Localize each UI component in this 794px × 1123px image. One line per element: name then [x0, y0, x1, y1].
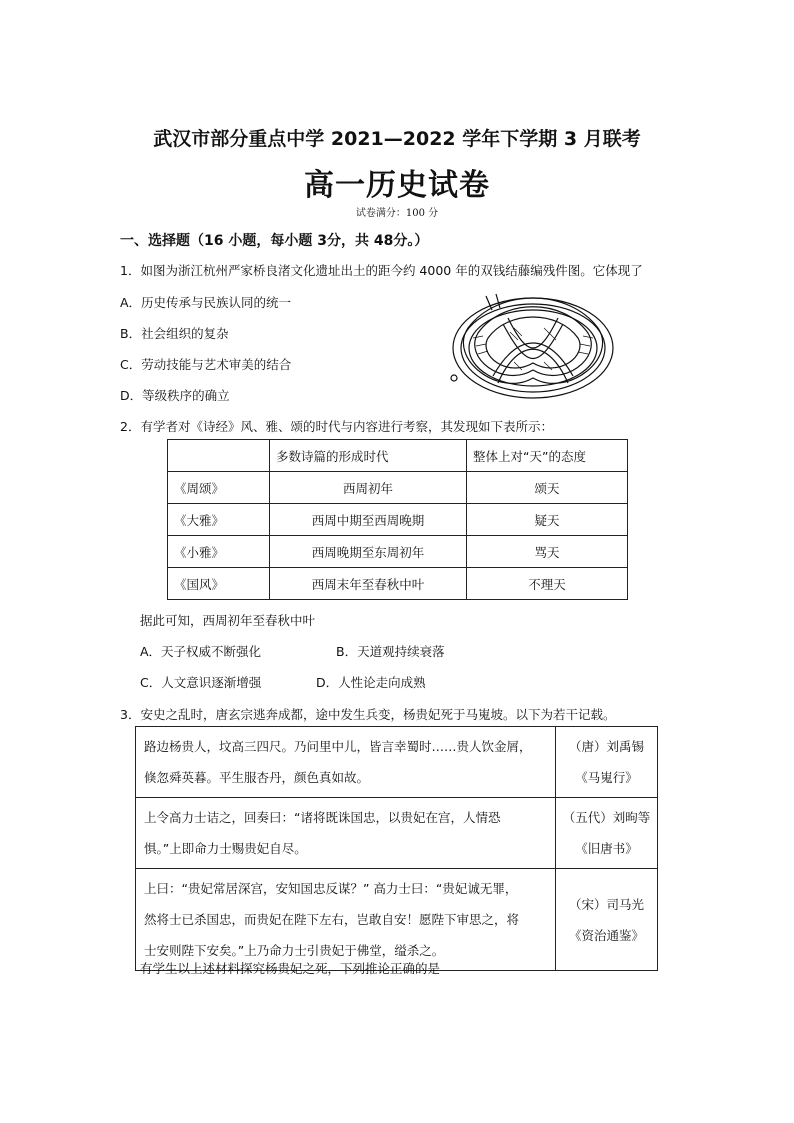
- record-source-book: 《资治通鉴》: [568, 927, 644, 943]
- q2-after-text: 据此可知，西周初年至春秋中叶: [140, 613, 316, 628]
- table-header-row: [168, 440, 628, 472]
- table-cell: 西周中期至西周晚期: [270, 504, 467, 536]
- table-row: [168, 472, 628, 504]
- record-source: [556, 798, 658, 869]
- record-source-book: 《马嵬行》: [575, 770, 638, 785]
- q1-option-a: A．历史传承与民族认同的统一: [120, 295, 292, 310]
- record-source: [556, 869, 658, 971]
- table-cell: 《大雅》: [168, 504, 270, 536]
- q1-option-c: C．劳动技能与艺术审美的结合: [120, 357, 292, 372]
- double-coin-knot-image: [448, 288, 618, 406]
- table-row: [136, 798, 658, 869]
- table-cell: 《周颂》: [168, 472, 270, 504]
- record-text: [136, 869, 556, 971]
- table-row: [168, 568, 628, 600]
- record-text: [136, 798, 556, 869]
- table-row: [168, 536, 628, 568]
- table-row: [136, 727, 658, 798]
- table-cell: 骂天: [467, 536, 628, 568]
- q1-option-b: B．社会组织的复杂: [120, 326, 229, 341]
- table-cell: 西周末年至春秋中叶: [270, 568, 467, 600]
- table-cell: 颂天: [467, 472, 628, 504]
- q3-after-text: 有学生以上述材料探究杨贵妃之死，下列推论正确的是: [140, 961, 441, 976]
- record-line: 路边杨贵人，坟高三四尺。乃问里中儿，皆言幸蜀时……贵人饮金屑，: [144, 739, 532, 754]
- q2-option-b: B．天道观持续衰落: [336, 644, 445, 659]
- record-line: 士安则陛下安矣。”上乃命力士引贵妃于佛堂，缢杀之。: [144, 943, 445, 958]
- records-table: [135, 726, 658, 971]
- q3-stem: 3．安史之乱时，唐玄宗逃奔成都，途中发生兵变，杨贵妃死于马嵬坡。以下为若干记载。: [120, 707, 616, 722]
- record-line: 倏忽舜英暮。平生服杏丹，颜色真如故。: [144, 770, 370, 785]
- record-source-author: （五代）刘昫等: [562, 810, 651, 825]
- exam-title: 武汉市部分重点中学 2021—2022 学年下学期 3 月联考: [153, 128, 641, 150]
- table-cell: 不理天: [467, 568, 628, 600]
- table-cell: 西周初年: [270, 472, 467, 504]
- q2-stem: 2．有学者对《诗经》风、雅、颂的时代与内容进行考察，其发现如下表所示：: [120, 419, 553, 434]
- table-header-cell: 整体上对“天”的态度: [467, 440, 628, 472]
- table-row: [136, 869, 658, 971]
- record-line: 上令高力士诘之，回奏曰：“诸将既诛国忠，以贵妃在宫，人情恐: [144, 810, 501, 825]
- table-cell: 《小雅》: [168, 536, 270, 568]
- section-heading: 一、选择题（16 小题，每小题 3分，共 48分。）: [120, 233, 429, 249]
- q1-stem: 1．如图为浙江杭州严家桥良渚文化遗址出土的距今约 4000 年的双钱结藤编残件图。它体现了: [120, 263, 643, 278]
- table-header-cell: [168, 440, 270, 472]
- q2-option-a: A．天子权威不断强化: [140, 644, 262, 659]
- record-source-author: （唐）刘禹锡: [568, 739, 644, 754]
- table-cell: 《国风》: [168, 568, 270, 600]
- exam-score: 试卷满分：100 分: [355, 208, 439, 219]
- record-source-author: （宋）司马光: [568, 896, 644, 912]
- table-header-cell: 多数诗篇的形成时代: [270, 440, 467, 472]
- record-line: 上曰：“贵妃常居深宫，安知国忠反谋？” 高力士曰：“贵妃诚无罪，: [144, 881, 518, 896]
- table-cell: 疑天: [467, 504, 628, 536]
- q2-option-d: D．人性论走向成熟: [316, 675, 426, 690]
- record-source-book: 《旧唐书》: [575, 841, 638, 856]
- q2-option-c: C．人文意识逐渐增强: [140, 675, 262, 690]
- q1-option-d: D．等级秩序的确立: [120, 388, 230, 403]
- record-line: 然将士已杀国忠，而贵妃在陛下左右，岂敢自安！愿陛下审思之，将: [144, 912, 520, 927]
- record-text: [136, 727, 556, 798]
- poem-table: [167, 439, 628, 600]
- exam-subtitle: 高一历史试卷: [304, 168, 490, 203]
- record-source: [556, 727, 658, 798]
- table-row: [168, 504, 628, 536]
- table-cell: 西周晚期至东周初年: [270, 536, 467, 568]
- record-line: 惧。”上即命力士赐贵妃自尽。: [144, 841, 307, 856]
